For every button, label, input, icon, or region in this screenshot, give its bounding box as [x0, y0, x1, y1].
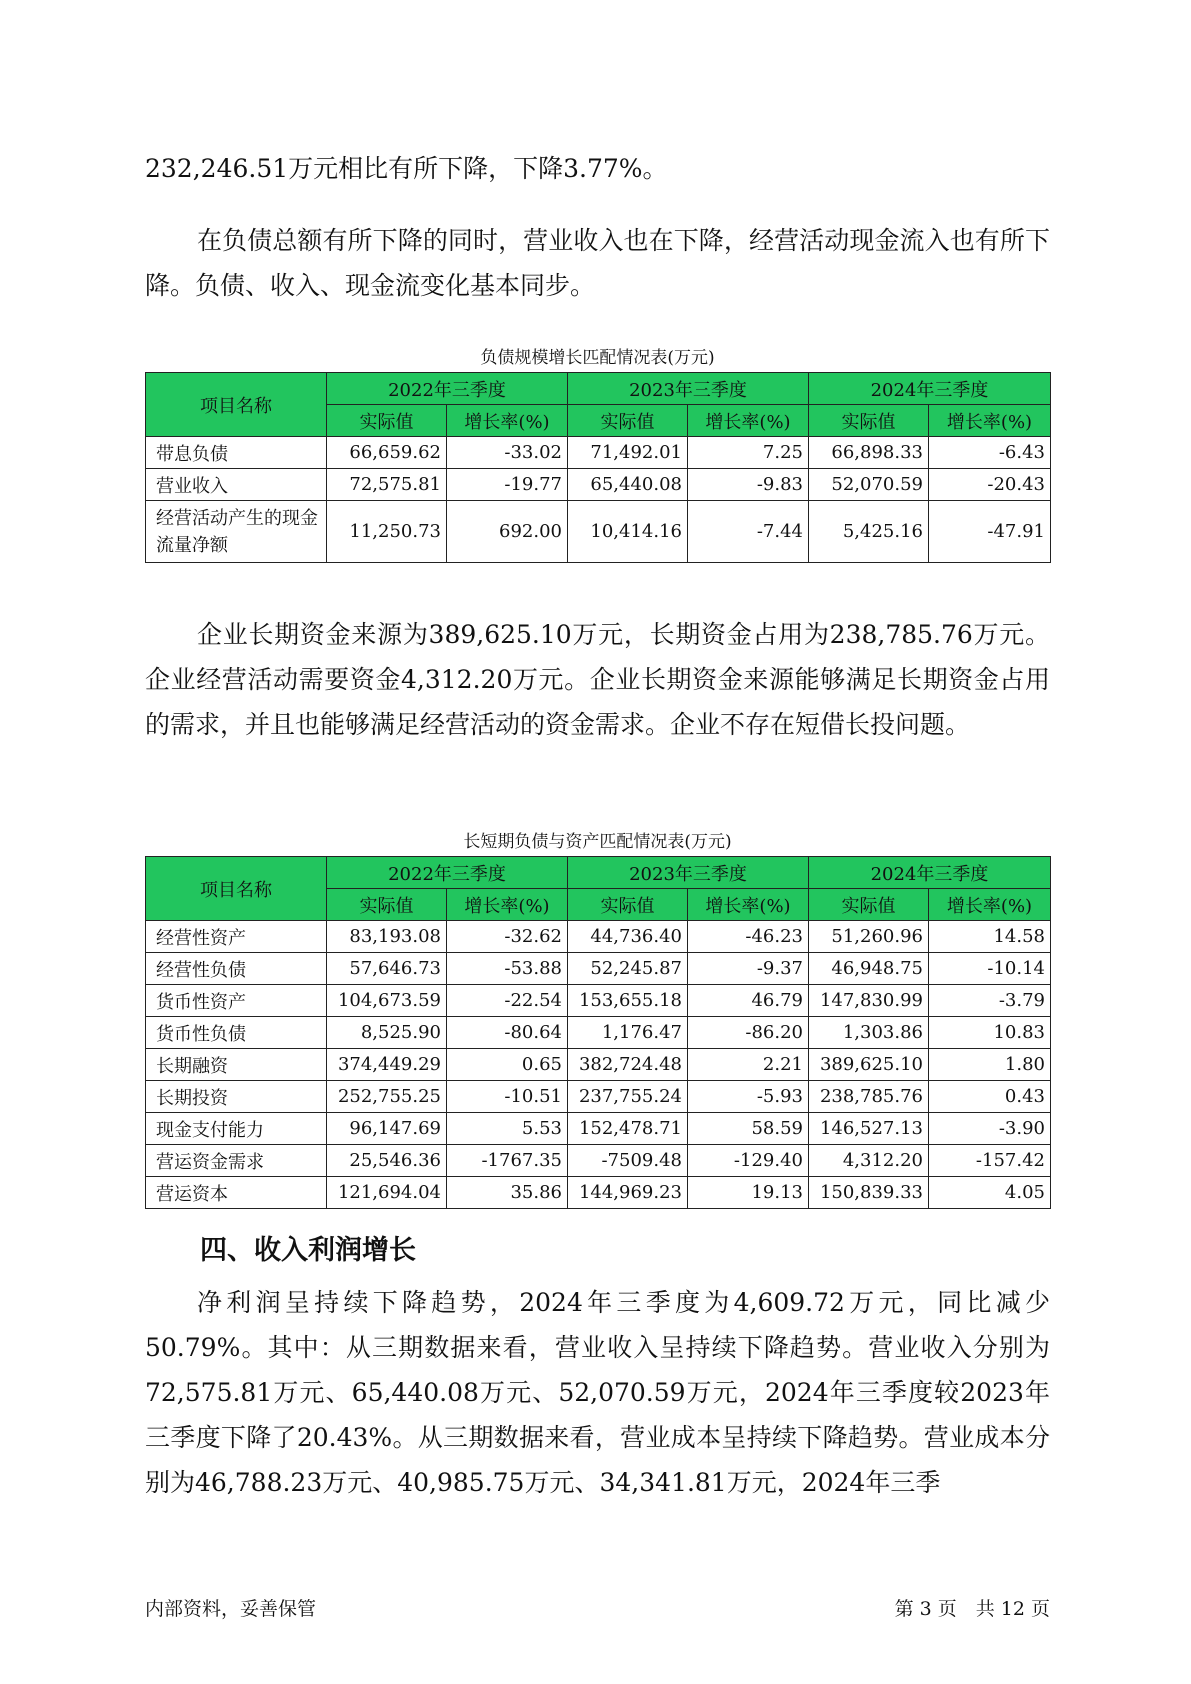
row-label: 经营性资产: [146, 921, 327, 953]
cell-value: 237,755.24: [568, 1081, 688, 1113]
cell-value: -10.14: [929, 953, 1051, 985]
cell-value: -22.54: [447, 985, 568, 1017]
cell-value: 51,260.96: [809, 921, 929, 953]
cell-value: 150,839.33: [809, 1177, 929, 1209]
cell-value: -157.42: [929, 1145, 1051, 1177]
header-period-2022: 2022年三季度: [327, 857, 568, 889]
header-actual: 实际值: [809, 405, 929, 437]
row-label: 经营活动产生的现金流量净额: [146, 501, 327, 563]
header-period-2024: 2024年三季度: [809, 857, 1051, 889]
cell-value: 1.80: [929, 1049, 1051, 1081]
cell-value: -129.40: [688, 1145, 809, 1177]
cell-value: 58.59: [688, 1113, 809, 1145]
cell-value: 5.53: [447, 1113, 568, 1145]
cell-value: -46.23: [688, 921, 809, 953]
cell-value: 147,830.99: [809, 985, 929, 1017]
paragraph-3: 企业长期资金来源为389,625.10万元，长期资金占用为238,785.76万元。企业经营活动需要资金4,312.20万元。企业长期资金来源能够满足长期资金占用的需求，并且也能够满足经营活动的资金需求。企业不存在短借长投问题。: [145, 620, 1050, 739]
header-item-name: 项目名称: [146, 857, 327, 921]
cell-value: 2.21: [688, 1049, 809, 1081]
header-growth: 增长率(%): [929, 889, 1051, 921]
cell-value: -7.44: [688, 501, 809, 563]
table-row: [146, 1145, 1051, 1177]
cell-value: 66,659.62: [327, 437, 447, 469]
cell-value: 144,969.23: [568, 1177, 688, 1209]
cell-value: 104,673.59: [327, 985, 447, 1017]
cell-value: -5.93: [688, 1081, 809, 1113]
table1-caption: 负债规模增长匹配情况表(万元): [480, 348, 715, 368]
cell-value: 44,736.40: [568, 921, 688, 953]
cell-value: -10.51: [447, 1081, 568, 1113]
row-label: 货币性负债: [146, 1017, 327, 1049]
table-row: [146, 985, 1051, 1017]
cell-value: 152,478.71: [568, 1113, 688, 1145]
cell-value: 19.13: [688, 1177, 809, 1209]
table-row: [146, 469, 1051, 501]
table-row: [146, 437, 1051, 469]
cell-value: 96,147.69: [327, 1113, 447, 1145]
cell-value: 52,245.87: [568, 953, 688, 985]
cell-value: 374,449.29: [327, 1049, 447, 1081]
table-row: [146, 1049, 1051, 1081]
cell-value: -3.90: [929, 1113, 1051, 1145]
cell-value: 252,755.25: [327, 1081, 447, 1113]
row-label: 长期投资: [146, 1081, 327, 1113]
header-growth: 增长率(%): [929, 405, 1051, 437]
row-label: 现金支付能力: [146, 1113, 327, 1145]
cell-value: -9.83: [688, 469, 809, 501]
paragraph-4: 净利润呈持续下降趋势，2024年三季度为4,609.72万元，同比减少50.79%。其中：从三期数据来看，营业收入呈持续下降趋势。营业收入分别为72,575.81万元、65,440.08万元、52,070.59万元，2024年三季度较2023年三季度下降了20.43%。从三期数据来看，营业成本呈持续下降趋势。营业成本分别为46,788.23万元、40,985.75万元、34,341.81万元，2024年三季: [145, 1288, 1050, 1497]
cell-value: -32.62: [447, 921, 568, 953]
cell-value: -20.43: [929, 469, 1051, 501]
cell-value: -33.02: [447, 437, 568, 469]
header-period-2023: 2023年三季度: [568, 857, 809, 889]
cell-value: 11,250.73: [327, 501, 447, 563]
cell-value: -1767.35: [447, 1145, 568, 1177]
footer-page-number: 第 3 页 共 12 页: [894, 1598, 1050, 1620]
cell-value: 153,655.18: [568, 985, 688, 1017]
cell-value: -6.43: [929, 437, 1051, 469]
cell-value: -53.88: [447, 953, 568, 985]
footer-confidential: 内部资料，妥善保管: [145, 1598, 317, 1620]
row-label: 长期融资: [146, 1049, 327, 1081]
cell-value: 10.83: [929, 1017, 1051, 1049]
cell-value: -80.64: [447, 1017, 568, 1049]
cell-value: 65,440.08: [568, 469, 688, 501]
header-period-2022: 2022年三季度: [327, 373, 568, 405]
header-growth: 增长率(%): [688, 405, 809, 437]
header-actual: 实际值: [327, 889, 447, 921]
cell-value: 46,948.75: [809, 953, 929, 985]
cell-value: -86.20: [688, 1017, 809, 1049]
header-growth: 增长率(%): [447, 889, 568, 921]
header-growth: 增长率(%): [447, 405, 568, 437]
row-label: 货币性资产: [146, 985, 327, 1017]
cell-value: -19.77: [447, 469, 568, 501]
table-row: [146, 1081, 1051, 1113]
table-row: [146, 921, 1051, 953]
cell-value: 52,070.59: [809, 469, 929, 501]
cell-value: 5,425.16: [809, 501, 929, 563]
cell-value: 66,898.33: [809, 437, 929, 469]
table-row: [146, 1177, 1051, 1209]
cell-value: 14.58: [929, 921, 1051, 953]
header-actual: 实际值: [568, 889, 688, 921]
row-label: 带息负债: [146, 437, 327, 469]
cell-value: 71,492.01: [568, 437, 688, 469]
cell-value: 35.86: [447, 1177, 568, 1209]
table-row: [146, 1113, 1051, 1145]
header-growth: 增长率(%): [688, 889, 809, 921]
header-actual: 实际值: [809, 889, 929, 921]
table2-caption: 长短期负债与资产匹配情况表(万元): [463, 832, 732, 852]
row-label: 营运资金需求: [146, 1145, 327, 1177]
cell-value: 4,312.20: [809, 1145, 929, 1177]
table-row: [146, 501, 1051, 563]
cell-value: 382,724.48: [568, 1049, 688, 1081]
header-period-2024: 2024年三季度: [809, 373, 1051, 405]
table-row: [146, 953, 1051, 985]
cell-value: -3.79: [929, 985, 1051, 1017]
liability-asset-table: [145, 856, 1051, 1209]
cell-value: 72,575.81: [327, 469, 447, 501]
cell-value: 0.43: [929, 1081, 1051, 1113]
cell-value: 1,176.47: [568, 1017, 688, 1049]
header-actual: 实际值: [568, 405, 688, 437]
cell-value: 121,694.04: [327, 1177, 447, 1209]
paragraph-1: 232,246.51万元相比有所下降，下降3.77%。: [145, 154, 668, 183]
cell-value: -7509.48: [568, 1145, 688, 1177]
section-heading: 四、收入利润增长: [200, 1235, 416, 1266]
cell-value: 692.00: [447, 501, 568, 563]
header-actual: 实际值: [327, 405, 447, 437]
cell-value: 238,785.76: [809, 1081, 929, 1113]
cell-value: 8,525.90: [327, 1017, 447, 1049]
cell-value: -9.37: [688, 953, 809, 985]
header-item-name: 项目名称: [146, 373, 327, 437]
cell-value: 389,625.10: [809, 1049, 929, 1081]
cell-value: 83,193.08: [327, 921, 447, 953]
row-label: 营运资本: [146, 1177, 327, 1209]
paragraph-2: 在负债总额有所下降的同时，营业收入也在下降，经营活动现金流入也有所下降。负债、收入、现金流变化基本同步。: [145, 226, 1050, 300]
cell-value: 7.25: [688, 437, 809, 469]
cell-value: -47.91: [929, 501, 1051, 563]
cell-value: 0.65: [447, 1049, 568, 1081]
cell-value: 57,646.73: [327, 953, 447, 985]
cell-value: 46.79: [688, 985, 809, 1017]
debt-growth-table: [145, 372, 1051, 563]
row-label: 营业收入: [146, 469, 327, 501]
cell-value: 4.05: [929, 1177, 1051, 1209]
row-label: 经营性负债: [146, 953, 327, 985]
cell-value: 146,527.13: [809, 1113, 929, 1145]
header-period-2023: 2023年三季度: [568, 373, 809, 405]
cell-value: 10,414.16: [568, 501, 688, 563]
table-row: [146, 1017, 1051, 1049]
cell-value: 25,546.36: [327, 1145, 447, 1177]
cell-value: 1,303.86: [809, 1017, 929, 1049]
